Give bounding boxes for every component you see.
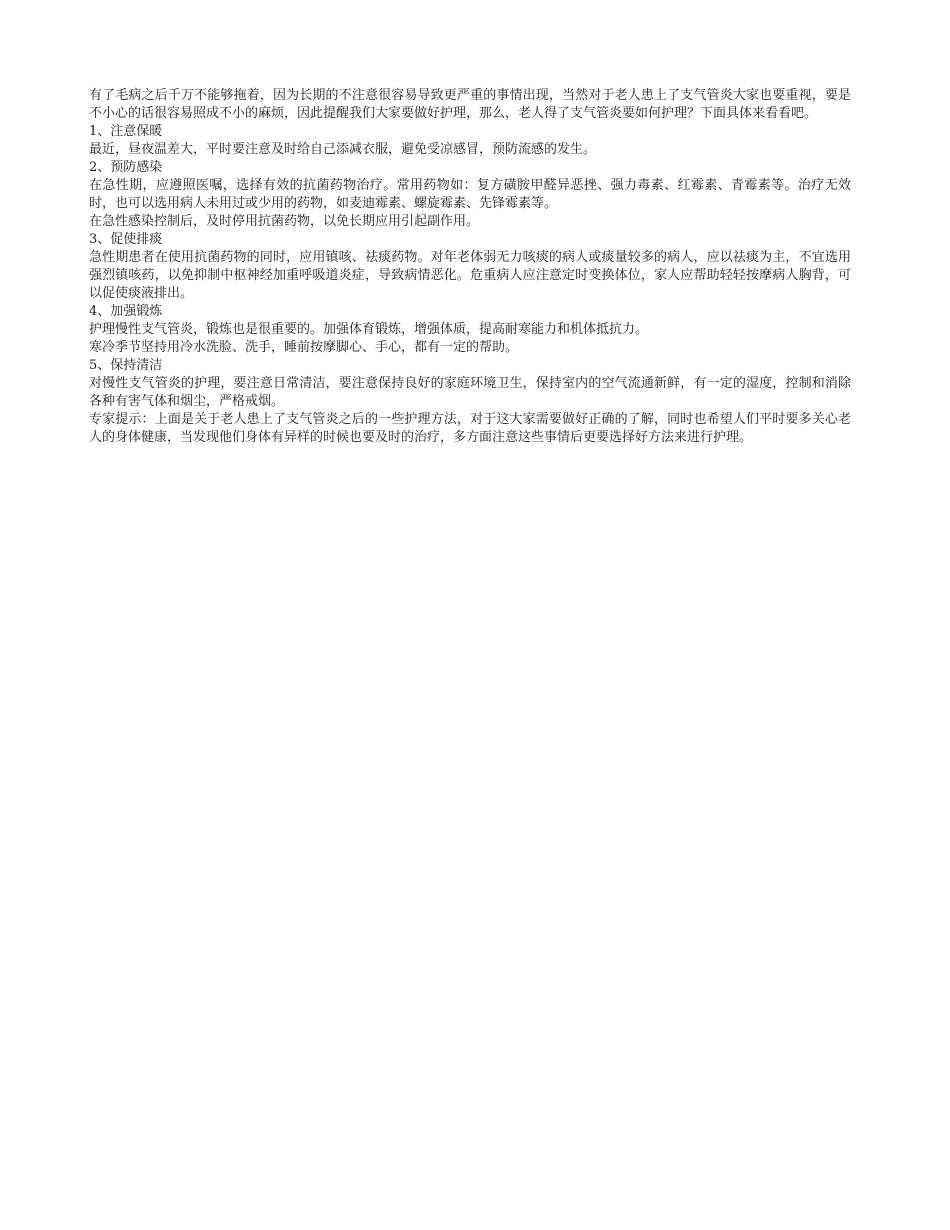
section-paragraph: 在急性感染控制后，及时停用抗菌药物，以免长期应用引起副作用。	[89, 214, 480, 229]
section-paragraph: 对慢性支气管炎的护理，要注意日常清洁，要注意保持良好的家庭环境卫生，保持室内的空气流通新鲜，有一定的湿度，控制和消除各种有害气体和烟尘，严格戒烟。	[89, 376, 851, 409]
section-paragraph: 护理慢性支气管炎，锻炼也是很重要的。加强体育锻炼，增强体质，提高耐寒能力和机体抵抗力。	[89, 322, 649, 337]
section-paragraph: 急性期患者在使用抗菌药物的同时，应用镇咳、祛痰药物。对年老体弱无力咳痰的病人或痰量较多的病人，应以祛痰为主，不宜选用强烈镇咳药，以免抑制中枢神经加重呼吸道炎症，导致病情恶化。危重病人应注意定时变换体位，家人应帮助轻轻按摩病人胸背，可以促使痰液排出。	[89, 250, 851, 301]
conclusion-paragraph: 专家提示：上面是关于老人患上了支气管炎之后的一些护理方法，对于这大家需要做好正确的了解，同时也希望人们平时要多关心老人的身体健康，当发现他们身体有异样的时候也要及时的治疗，多方面注意这些事情后更要选择好方法来进行护理。	[89, 412, 851, 445]
section-heading-cleanliness: 5、保持清洁	[89, 358, 163, 373]
intro-paragraph: 有了毛病之后千万不能够拖着，因为长期的不注意很容易导致更严重的事情出现，当然对于老人患上了支气管炎大家也要重视，要是不小心的话很容易照成不小的麻烦，因此提醒我们大家要做好护理，那么，老人得了支气管炎要如何护理？下面具体来看看吧。	[89, 88, 851, 121]
section-heading-sputum: 3、促使排痰	[89, 232, 163, 247]
section-heading-exercise: 4、加强锻炼	[89, 304, 163, 319]
section-paragraph: 在急性期，应遵照医嘱，选择有效的抗菌药物治疗。常用药物如：复方磺胺甲醛异恶挫、强力毒素、红霉素、青霉素等。治疗无效时，也可以选用病人未用过或少用的药物，如麦迪霉素、螺旋霉素、先锋霉素等。	[89, 178, 851, 211]
section-paragraph: 最近，昼夜温差大，平时要注意及时给自己添减衣服，避免受凉感冒，预防流感的发生。	[89, 142, 597, 157]
section-heading-infection: 2、预防感染	[89, 160, 163, 175]
article-body	[89, 87, 851, 447]
section-heading-warmth: 1、注意保暖	[89, 124, 163, 139]
section-paragraph: 寒冷季节坚持用冷水洗脸、洗手，睡前按摩脚心、手心，都有一定的帮助。	[89, 340, 519, 355]
